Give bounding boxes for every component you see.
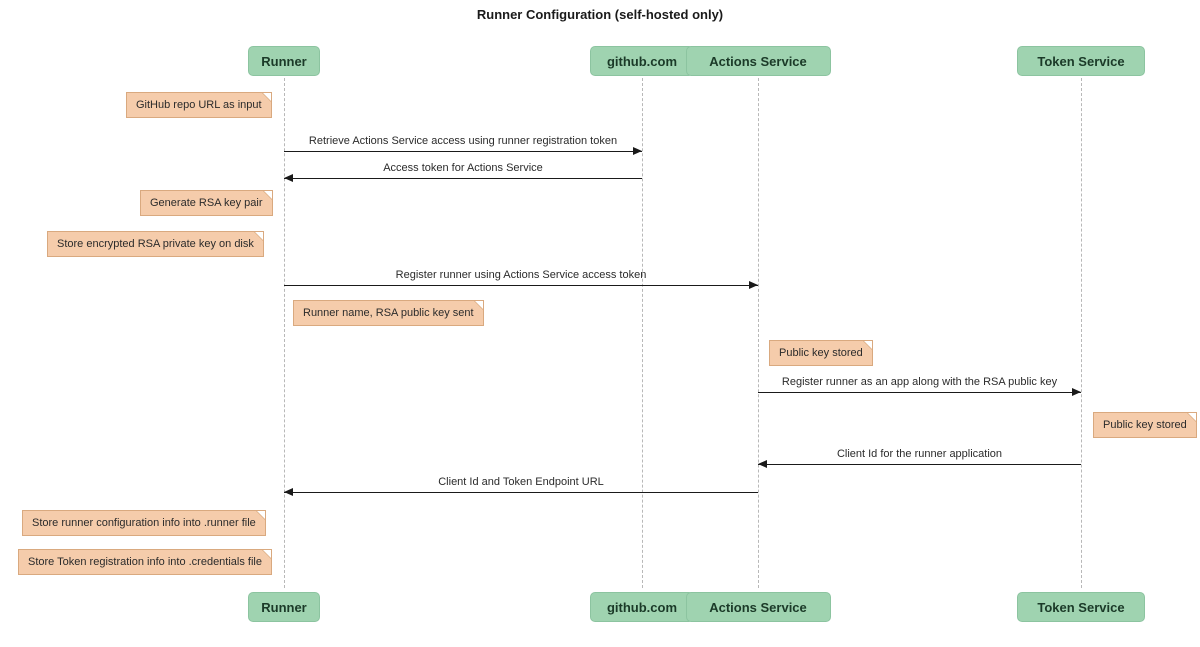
note: Public key stored <box>1093 412 1197 438</box>
arrow-head-right-icon <box>1072 388 1081 396</box>
message-label: Access token for Actions Service <box>383 162 543 174</box>
message-label: Register runner using Actions Service access token <box>395 269 647 281</box>
lifeline-runner <box>284 78 285 588</box>
message-label: Register runner as an app along with the RSA public key <box>781 376 1058 388</box>
message-label: Client Id and Token Endpoint URL <box>438 476 604 488</box>
participant-actions-service-top[interactable]: Actions Service <box>686 46 831 76</box>
lifeline-actions-service <box>758 78 759 588</box>
participant-actions-service-bottom[interactable]: Actions Service <box>686 592 831 622</box>
note: GitHub repo URL as input <box>126 92 272 118</box>
participant-github-com-bottom[interactable]: github.com <box>590 592 694 622</box>
arrow-head-right-icon <box>749 281 758 289</box>
message-label: Client Id for the runner application <box>836 448 1003 460</box>
participant-github-com-top[interactable]: github.com <box>590 46 694 76</box>
note: Runner name, RSA public key sent <box>293 300 484 326</box>
message-line <box>284 151 642 152</box>
note: Generate RSA key pair <box>140 190 273 216</box>
arrow-head-left-icon <box>284 174 293 182</box>
arrow-head-left-icon <box>758 460 767 468</box>
arrow-head-right-icon <box>633 147 642 155</box>
participant-token-service-top[interactable]: Token Service <box>1017 46 1146 76</box>
note: Store runner configuration info into .runner file <box>22 510 266 536</box>
note: Public key stored <box>769 340 873 366</box>
message-line <box>758 464 1081 465</box>
message-line <box>284 492 758 493</box>
participant-runner-top[interactable]: Runner <box>248 46 319 76</box>
lifeline-token-service <box>1081 78 1082 588</box>
message-line <box>284 285 758 286</box>
lifeline-github-com <box>642 78 643 588</box>
note: Store encrypted RSA private key on disk <box>47 231 264 257</box>
message-label: Retrieve Actions Service access using runner registration token <box>308 135 618 147</box>
participant-token-service-bottom[interactable]: Token Service <box>1017 592 1146 622</box>
message-line <box>758 392 1081 393</box>
note: Store Token registration info into .credentials file <box>18 549 272 575</box>
arrow-head-left-icon <box>284 488 293 496</box>
page-title: Runner Configuration (self-hosted only) <box>476 7 724 22</box>
participant-runner-bottom[interactable]: Runner <box>248 592 319 622</box>
message-line <box>284 178 642 179</box>
